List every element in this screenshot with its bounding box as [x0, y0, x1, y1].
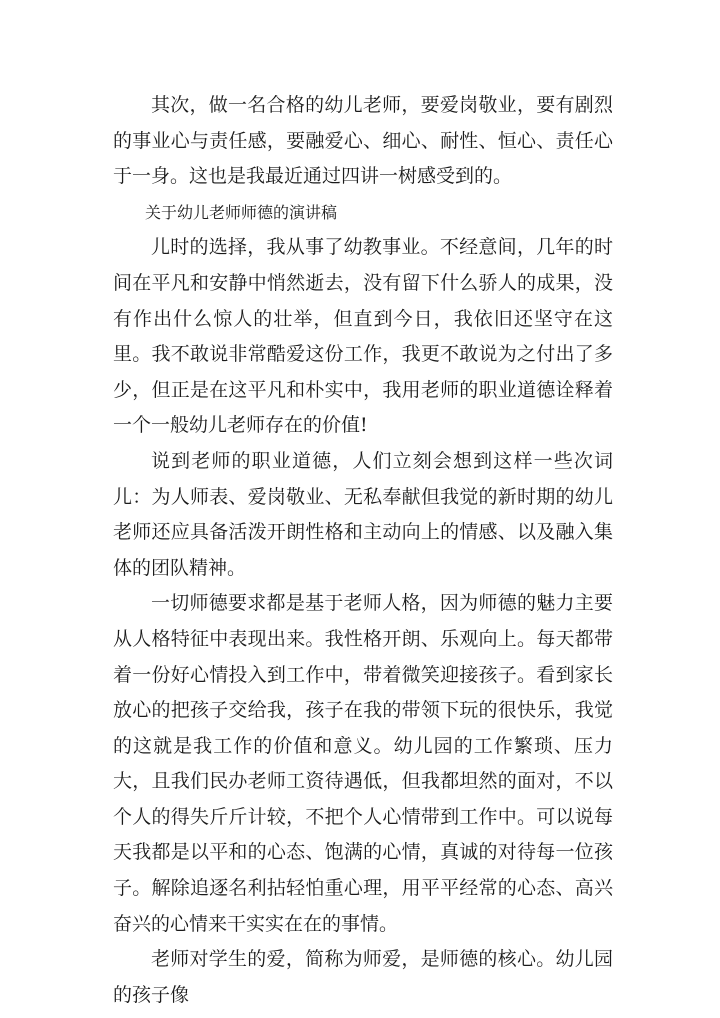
paragraph-4: 一切师德要求都是基于老师人格，因为师德的魅力主要从人格特征中表现出来。我性格开朗、乐观向上。每天都带着一份好心情投入到工作中，带着微笑迎接孩子。看到家长放心的把孩子交给我，孩子在我的带领下玩的很快乐，我觉的这就是我工作的价值和意义。幼儿园的工作繁琐、压力大，且我们民办老师工资待遇低，但我都坦然的面对，不以个人的得失斤斤计较，不把个人心情带到工作中。可以说每天我都是以平和的心态、饱满的心情，真诚的对待每一位孩子。解除追逐名利拈轻怕重心理，用平平经常的心态、高兴奋兴的心情来干实实在在的事情。 — [113, 592, 613, 935]
paragraph-1: 其次，做一名合格的幼儿老师，要爱岗敬业，要有剧烈的事业心与责任感，要融爱心、细心、耐性、恒心、责任心于一身。这也是我最近通过四讲一树感受到的。 — [113, 94, 613, 188]
speech-title: 关于幼儿老师师德的演讲稿 — [145, 202, 338, 222]
document-body — [113, 88, 613, 1013]
paragraph-2: 儿时的选择，我从事了幼教事业。不经意间，几年的时间在平凡和安静中悄然逝去，没有留下什么骄人的成果，没有作出什么惊人的壮举，但直到今日，我依旧还坚守在这里。我不敢说非常酷爱这份工作，我更不敢说为之付出了多少，但正是在这平凡和朴实中，我用老师的职业道德诠释着一个一般幼儿老师存在的价值! — [113, 236, 613, 437]
paragraph-3: 说到老师的职业道德，人们立刻会想到这样一些次词儿：为人师表、爱岗敬业、无私奉献但我觉的新时期的幼儿老师还应具备活泼开朗性格和主动向上的情感、以及融入集体的团队精神。 — [113, 449, 613, 579]
paragraph-5: 老师对学生的爱，简称为师爱，是师德的核心。幼儿园的孩子像 — [113, 948, 613, 1006]
